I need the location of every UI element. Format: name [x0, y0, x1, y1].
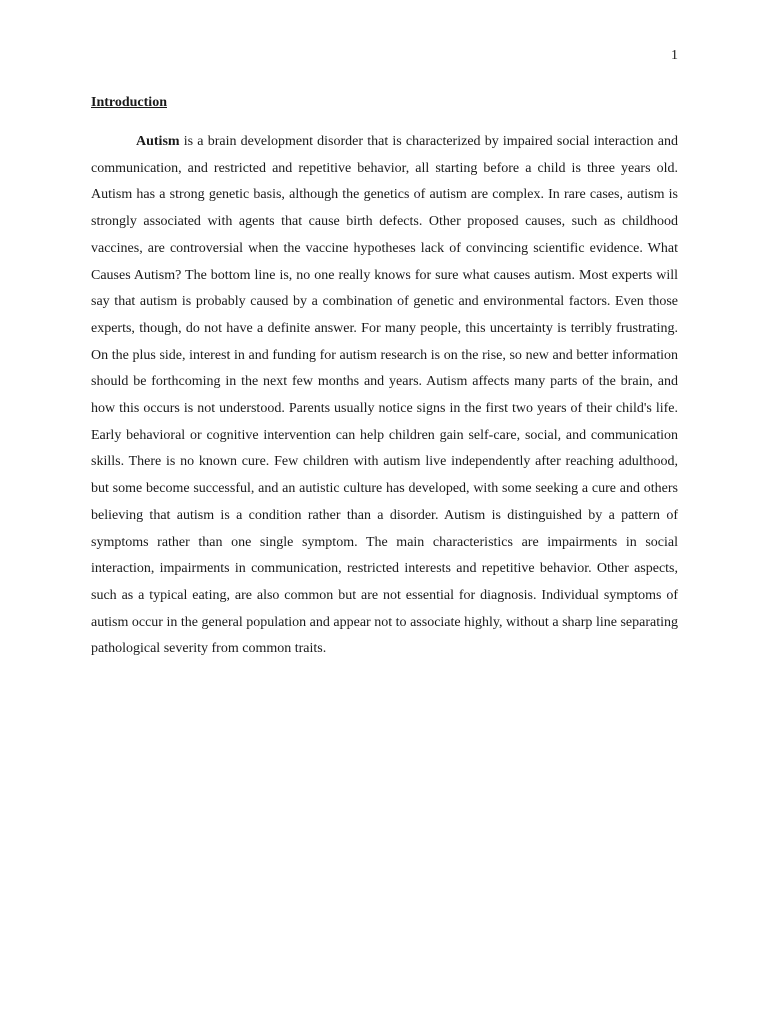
- page-number: 1: [671, 48, 678, 63]
- body-paragraph: [91, 129, 678, 663]
- paragraph-text: is a brain development disorder that is characterized by impaired social interaction and communication, and restricted and repetitive behavior, all starting before a child is three years old. Autism has a strong genetic basis, although the genetics of autism are complex. In rare cases, autism is strongly associated with agents that cause birth defects. Other proposed causes, such as childhood vaccines, are controversial when the vaccine hypotheses lack of convincing scientific evidence. What Causes Autism? The bottom line is, no one really knows for sure what causes autism. Most experts will say that autism is probably caused by a combination of genetic and environmental factors. Even those experts, though, do not have a definite answer. For many people, this uncertainty is terribly frustrating. On the plus side, interest in and funding for autism research is on the rise, so new and better information should be forthcoming in the next few months and years. Autism affects many parts of the brain, and how this occurs is not understood. Parents usually notice signs in the first two years of their child's life. Early behavioral or cognitive intervention can help children gain self-care, social, and communication skills. There is no known cure. Few children with autism live independently after reaching adulthood, but some become successful, and an autistic culture has developed, with some seeking a cure and others believing that autism is a condition rather than a disorder. Autism is distinguished by a pattern of symptoms rather than one single symptom. The main characteristics are impairments in social interaction, impairments in communication, restricted interests and repetitive behavior. Other aspects, such as a typical eating, are also common but are not essential for diagnosis. Individual symptoms of autism occur in the general population and appear not to associate highly, without a sharp line separating pathological severity from common traits.: [91, 134, 678, 657]
- section-heading: Introduction: [91, 95, 167, 110]
- lead-term: Autism: [136, 134, 180, 149]
